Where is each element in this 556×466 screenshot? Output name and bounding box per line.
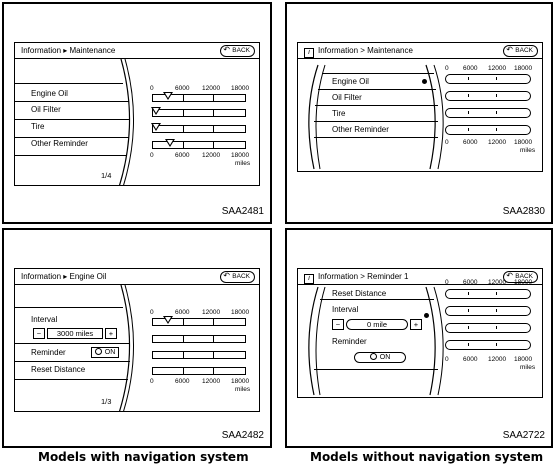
tick-label: 0 (150, 85, 154, 92)
distance-bar (445, 74, 531, 84)
tick-label: 0 (445, 356, 449, 363)
distance-bar (152, 351, 246, 359)
distance-bar (152, 125, 246, 133)
tick-label: 6000 (463, 356, 478, 363)
reminder-toggle[interactable]: ON (91, 347, 119, 358)
tick-label: 12000 (202, 152, 221, 159)
tick-label: 18000 (514, 279, 533, 286)
menu-item-oil-filter[interactable]: Oil Filter (31, 105, 61, 114)
distance-marker (163, 316, 173, 324)
tick-label: 18000 (514, 139, 533, 146)
reminder-label: Reminder (332, 337, 367, 346)
distance-bar (445, 108, 531, 118)
radio-indicator-icon (95, 348, 102, 355)
unit-label: miles (520, 147, 536, 154)
tick-label: 12000 (202, 378, 221, 385)
page-indicator: 1/4 (101, 171, 112, 180)
interval-value-field[interactable]: 0 mile (346, 319, 408, 330)
tick-label: 0 (150, 309, 154, 316)
menu-item-tire[interactable]: Tire (332, 109, 346, 118)
radio-indicator-icon (370, 353, 377, 360)
panel-engine-oil-nav (2, 228, 272, 448)
increase-button[interactable]: + (105, 328, 117, 339)
selection-indicator (424, 313, 429, 318)
tick-label: 0 (150, 152, 154, 159)
tick-label: 18000 (231, 85, 250, 92)
interval-label: Interval (332, 305, 359, 314)
tick-label: 0 (445, 279, 449, 286)
distance-marker (151, 107, 161, 115)
tick-label: 18000 (514, 356, 533, 363)
distance-marker (163, 92, 173, 100)
tick-label: 0 (150, 378, 154, 385)
tick-label: 6000 (175, 309, 190, 316)
increase-button[interactable]: + (410, 319, 422, 330)
tick-label: 12000 (488, 139, 507, 146)
panel-reminder-no-nav (285, 228, 553, 448)
info-icon: i (304, 48, 314, 58)
unit-label: miles (235, 160, 251, 167)
screen (14, 268, 260, 412)
interval-value-field[interactable]: 3000 miles (47, 328, 103, 339)
screen-title: Information > Reminder 1 (318, 272, 409, 281)
figure-code: SAA2830 (502, 206, 545, 217)
page-indicator: 1/3 (101, 397, 112, 406)
screen-title: Information ▸ Engine Oil (21, 272, 107, 281)
tick-label: 6000 (463, 65, 478, 72)
panel-maintenance-nav (2, 2, 272, 224)
tick-label: 18000 (231, 378, 250, 385)
distance-bar (152, 335, 246, 343)
interval-label: Interval (31, 315, 58, 324)
distance-bar (445, 340, 531, 350)
tick-label: 6000 (463, 279, 478, 286)
unit-label: miles (235, 386, 251, 393)
screen (14, 42, 260, 186)
figure-code: SAA2481 (221, 206, 264, 217)
screen-title: Information ▸ Maintenance (21, 46, 116, 55)
distance-bar (445, 91, 531, 101)
decrease-button[interactable]: − (33, 328, 45, 339)
menu-item-other-reminder[interactable]: Other Reminder (31, 139, 88, 148)
back-button[interactable]: ↶ BACK (220, 271, 255, 283)
panel-maintenance-no-nav (285, 2, 553, 224)
tick-label: 18000 (231, 152, 250, 159)
menu-item-engine-oil[interactable]: Engine Oil (31, 89, 68, 98)
screen (297, 42, 543, 172)
back-button[interactable]: ↶ BACK (220, 45, 255, 57)
unit-label: miles (520, 364, 536, 371)
tick-label: 12000 (488, 356, 507, 363)
tick-label: 12000 (202, 85, 221, 92)
menu-item-oil-filter[interactable]: Oil Filter (332, 93, 362, 102)
distance-bar (152, 109, 246, 117)
menu-item-engine-oil[interactable]: Engine Oil (332, 77, 369, 86)
selection-indicator (422, 79, 427, 84)
figure-code: SAA2722 (502, 430, 545, 441)
tick-label: 12000 (488, 65, 507, 72)
tick-label: 18000 (514, 65, 533, 72)
distance-bar (445, 306, 531, 316)
reset-distance-item[interactable]: Reset Distance (31, 365, 86, 374)
menu-item-other-reminder[interactable]: Other Reminder (332, 125, 389, 134)
caption-without-navigation: Models without navigation system (310, 450, 544, 464)
distance-bar (445, 323, 531, 333)
decrease-button[interactable]: − (332, 319, 344, 330)
back-button[interactable]: ↶ BACK (503, 271, 538, 283)
tick-label: 18000 (231, 309, 250, 316)
tick-label: 6000 (175, 378, 190, 385)
tick-label: 12000 (202, 309, 221, 316)
screen (297, 268, 543, 398)
menu-item-tire[interactable]: Tire (31, 122, 45, 131)
tick-label: 6000 (463, 139, 478, 146)
tick-label: 6000 (175, 152, 190, 159)
tick-label: 0 (445, 139, 449, 146)
distance-marker (151, 123, 161, 131)
distance-bar (445, 125, 531, 135)
tick-label: 6000 (175, 85, 190, 92)
tick-label: 0 (445, 65, 449, 72)
tick-label: 12000 (488, 279, 507, 286)
screen-title: Information > Maintenance (318, 46, 413, 55)
reminder-toggle[interactable]: ON (354, 352, 406, 363)
figure-code: SAA2482 (221, 430, 264, 441)
reminder-label: Reminder (31, 348, 66, 357)
info-icon: i (304, 274, 314, 284)
distance-bar (445, 289, 531, 299)
distance-marker (165, 139, 175, 147)
distance-bar (152, 367, 246, 375)
caption-with-navigation: Models with navigation system (38, 450, 249, 464)
reset-distance-item[interactable]: Reset Distance (332, 289, 387, 298)
back-button[interactable]: ↶ BACK (503, 45, 538, 57)
